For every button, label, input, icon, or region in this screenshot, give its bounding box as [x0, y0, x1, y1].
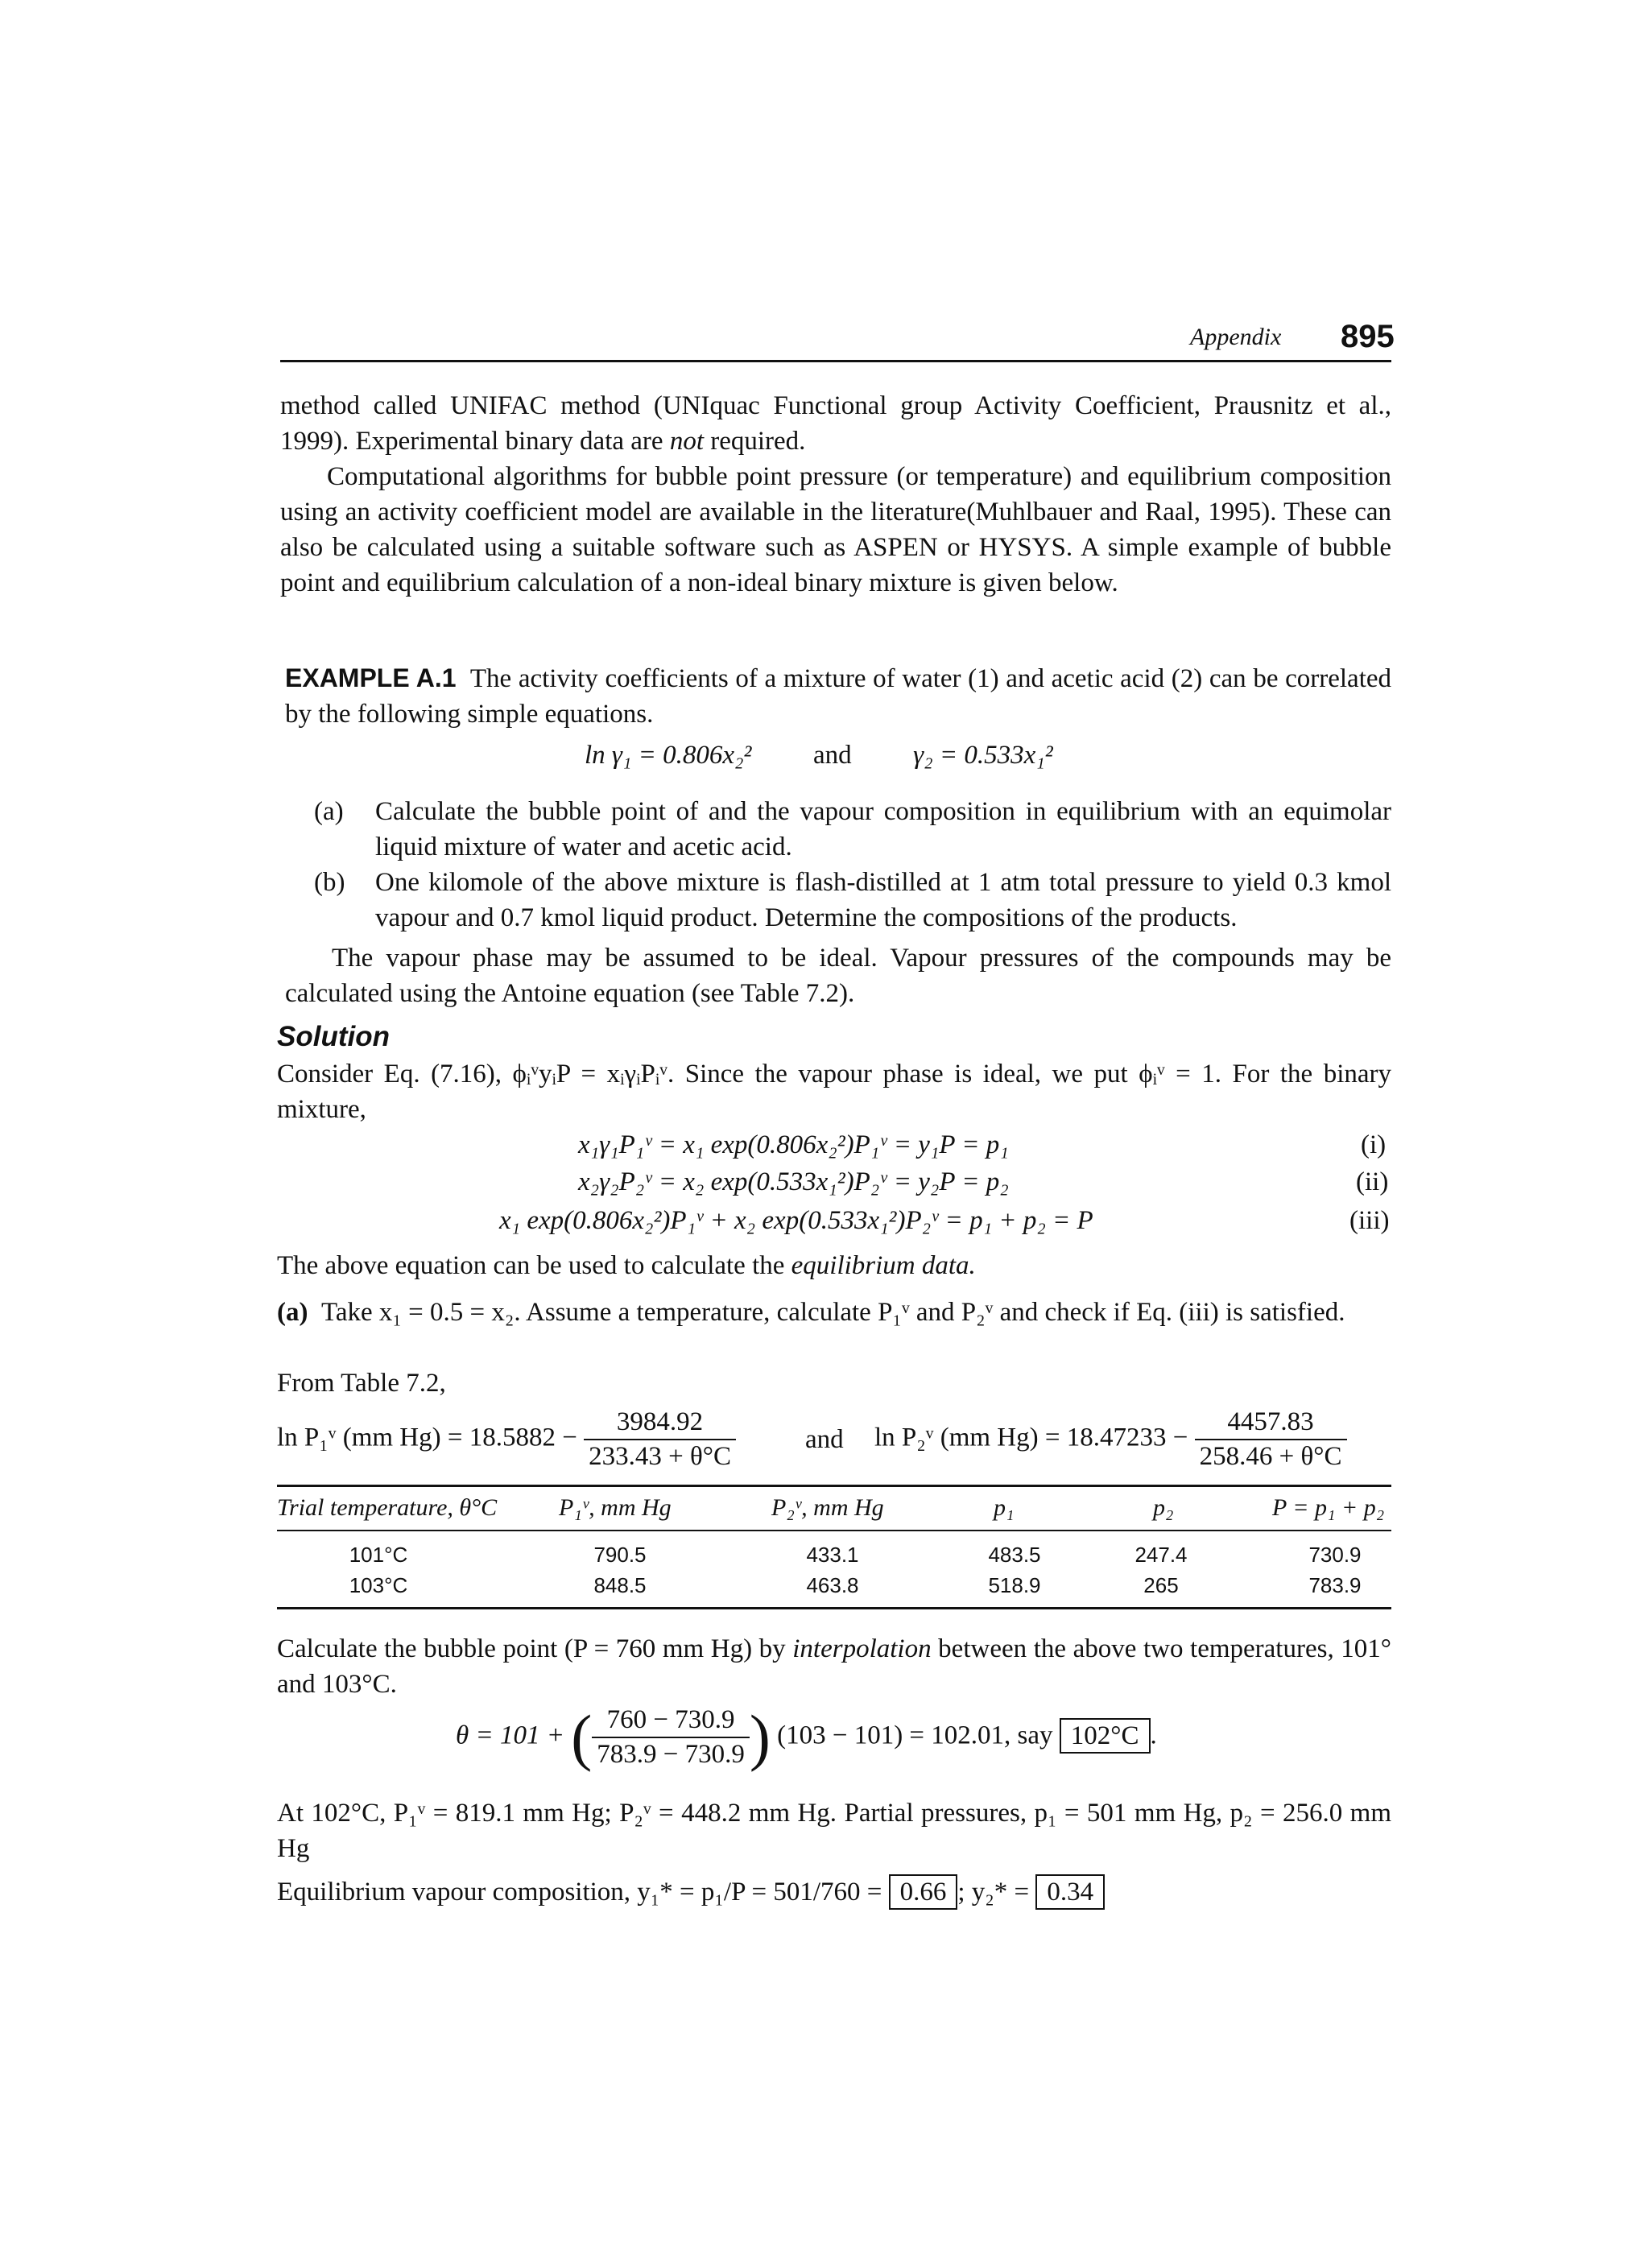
table-cell: 101°C — [349, 1543, 408, 1567]
table-header-total-p: P = p₁ + p₂ — [1272, 1494, 1385, 1521]
table-cell: 433.1 — [806, 1543, 859, 1567]
from-table-line: From Table 7.2, — [277, 1369, 446, 1398]
table-header-temperature: Trial temperature, θ°C — [277, 1494, 498, 1521]
equation-ii-number: (ii) — [1356, 1167, 1389, 1196]
antoine1-denominator: 233.43 + θ°C — [589, 1442, 731, 1471]
table-header-p1: p₁ — [994, 1494, 1015, 1521]
table-cell: 463.8 — [806, 1573, 859, 1597]
item-b-marker: (b) — [314, 868, 345, 897]
y2-result-box: 0.34 — [1035, 1874, 1105, 1910]
antoine1-numerator: 3984.92 — [584, 1407, 736, 1440]
equation-i-number: (i) — [1361, 1130, 1387, 1159]
table-header-p2v: P₂ᵛ, mm Hg — [771, 1494, 884, 1521]
header-rule — [280, 360, 1391, 362]
equation-ii: x₂γ₂P₂ᵛ = x₂ exp(0.533x₁²)P₂ᵛ = y₂P = p₂ — [578, 1167, 1009, 1196]
intro-p1-text-end: required. — [703, 427, 806, 456]
gamma1-equation: ln γ₁ = 0.806x₂² — [585, 741, 752, 770]
equation-i: x₁γ₁P₁ᵛ = x₁ exp(0.806x₂²)P₁ᵛ = y₁P = p₁ — [578, 1130, 1009, 1159]
table-bottom-rule — [277, 1607, 1391, 1609]
table-header-p2: p₂ — [1153, 1494, 1174, 1521]
example-label: EXAMPLE A.1 — [285, 663, 457, 692]
right-paren: ) — [749, 1702, 771, 1772]
table-cell: 783.9 — [1308, 1573, 1362, 1597]
intro-paragraph-1 — [280, 388, 1391, 459]
interp-text: Calculate the bubble point (P = 760 mm Hg) by — [277, 1634, 793, 1663]
example-note: The vapour phase may be assumed to be ideal. Vapour pressures of the compounds may be calculated using the Antoine equation (see Table 7.2). — [285, 944, 1391, 1008]
table-cell: 790.5 — [593, 1543, 647, 1567]
activity-equations — [585, 741, 1053, 770]
table-cell: 483.5 — [988, 1543, 1041, 1567]
gamma2-equation: γ₂ = 0.533x₁² — [913, 741, 1053, 770]
antoine1-lhs: ln P₁ᵛ (mm Hg) = 18.5882 − — [277, 1423, 577, 1452]
antoine1-fraction — [584, 1407, 736, 1472]
antoine-equation-2 — [874, 1407, 1347, 1472]
item-a-marker: (a) — [314, 797, 344, 826]
at-102-paragraph: At 102°C, P₁ᵛ = 819.1 mm Hg; P₂ᵛ = 448.2 mm Hg. Partial pressures, p₁ = 501 mm Hg, p₂ = 256.0 mm Hg — [277, 1799, 1391, 1863]
interp-text-end: between the above two temperatures, 101° and 103°C. — [277, 1634, 1391, 1699]
table-cell: 730.9 — [1308, 1543, 1362, 1567]
solution-intro: Consider Eq. (7.16), ϕᵢᵛyᵢP = xᵢγᵢPᵢᵛ. Since the vapour phase is ideal, we put ϕᵢᵛ = 1. For the binary mixture, — [277, 1060, 1391, 1124]
table-top-rule — [277, 1485, 1391, 1487]
solution-heading: Solution — [277, 1021, 390, 1052]
intro-paragraph-2: Computational algorithms for bubble point pressure (or temperature) and equilibrium composition using an activity coefficient model are available in the literature(Muhlbauer and Raal, 1995). These can also be calculated using a suitable software such as ASPEN or HYSYS. A simple example of bubble point and equilibrium calculation of a non-ideal binary mixture is given below. — [280, 462, 1391, 597]
example-text: The activity coefficients of a mixture of water (1) and acetic acid (2) can be correlated by the following simple equations. — [285, 664, 1392, 729]
table-cell: 848.5 — [593, 1573, 647, 1597]
theta-lhs: θ = 101 + — [456, 1721, 564, 1750]
item-a-text: Calculate the bubble point of and the vapour composition in equilibrium with an equimolar liquid mixture of water and acetic acid. — [375, 797, 1391, 861]
part-a-text: Take x₁ = 0.5 = x₂. Assume a temperature, calculate P₁ᵛ and P₂ᵛ and check if Eq. (iii) is satisfied. — [320, 1298, 1345, 1327]
table-cell: 518.9 — [988, 1573, 1041, 1597]
theta-rhs: (103 − 101) = 102.01, say — [777, 1721, 1053, 1750]
theta-denominator: 783.9 − 730.9 — [597, 1740, 745, 1769]
theta-period: . — [1150, 1721, 1157, 1750]
interp-emphasis: interpolation — [792, 1634, 932, 1663]
antoine2-lhs: ln P₂ᵛ (mm Hg) = 18.47233 − — [874, 1423, 1188, 1452]
equilibrium-text: Equilibrium vapour composition, y₁* = p₁/P = 501/760 = — [277, 1878, 882, 1907]
left-paren: ( — [571, 1702, 593, 1772]
part-a-label: (a) — [277, 1298, 308, 1327]
theta-numerator: 760 − 730.9 — [592, 1705, 750, 1738]
equation-usage-emphasis: equilibrium data. — [791, 1251, 976, 1280]
running-title: Appendix — [1190, 324, 1282, 350]
equilibrium-composition-line — [277, 1874, 1105, 1910]
table-header-rule — [277, 1530, 1391, 1531]
equation-usage-text: The above equation can be used to calculate the — [277, 1251, 791, 1280]
table-header-p1v: P₁ᵛ, mm Hg — [559, 1494, 672, 1521]
antoine2-denominator: 258.46 + θ°C — [1199, 1442, 1342, 1471]
table-cell: 103°C — [349, 1573, 408, 1597]
bubble-point-result-box: 102°C — [1060, 1718, 1151, 1754]
equation-iii-number: (iii) — [1349, 1206, 1390, 1235]
table-cell: 247.4 — [1134, 1543, 1188, 1567]
equation-iii: x₁ exp(0.806x₂²)P₁ᵛ + x₂ exp(0.533x₁²)P₂ᵛ = p₁ + p₂ = P — [499, 1206, 1093, 1235]
interpolation-paragraph — [277, 1631, 1391, 1702]
antoine-equation-1 — [277, 1407, 736, 1472]
intro-p1-text: method called UNIFAC method (UNIquac Functional group Activity Coefficient, Prausnitz et al., 1999). Experimental binary data are — [280, 391, 1391, 456]
y1-result-box: 0.66 — [889, 1874, 958, 1910]
theta-fraction — [592, 1705, 750, 1770]
page-number: 895 — [1341, 319, 1395, 354]
intro-p1-emphasis: not — [669, 427, 704, 456]
item-b-text: One kilomole of the above mixture is flash-distilled at 1 atm total pressure to yield 0.3 kmol vapour and 0.7 kmol liquid product. Determine the compositions of the products. — [375, 868, 1391, 932]
antoine2-fraction — [1195, 1407, 1347, 1472]
and-word: and — [812, 741, 852, 770]
example-statement — [285, 660, 1391, 732]
theta-equation — [456, 1702, 1157, 1772]
equation-usage-line — [277, 1248, 1391, 1283]
antoine-and: and — [805, 1425, 844, 1454]
antoine2-numerator: 4457.83 — [1195, 1407, 1347, 1440]
part-a-paragraph — [277, 1295, 1391, 1330]
equilibrium-mid-text: ; y₂* = — [957, 1878, 1030, 1907]
table-cell: 265 — [1143, 1573, 1179, 1597]
